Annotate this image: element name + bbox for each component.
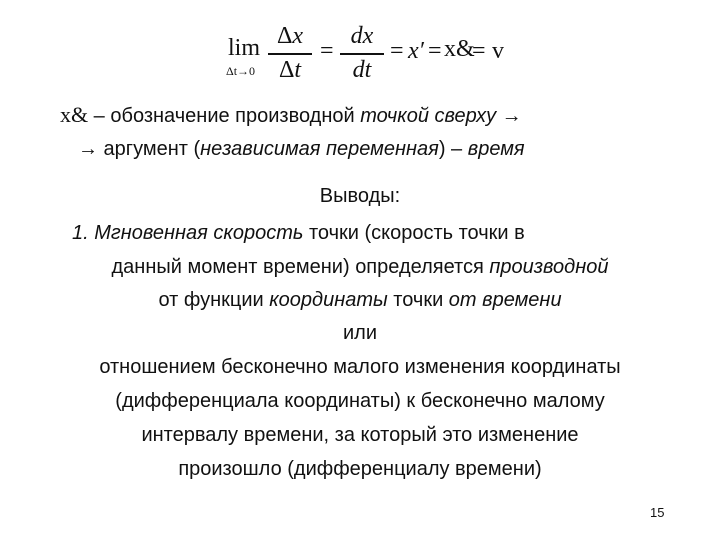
term-emphasis: Мгновенная скорость [94,222,304,244]
conclusion-line-6: (дифференциала координаты) к бесконечно малому [115,390,605,412]
body-text: данный момент времени) определяется [111,256,490,278]
page-number: 15 [650,505,665,520]
conclusion-line-3 [0,288,720,312]
fraction-numerator: dx [350,23,374,49]
x-dot-symbol: x& [444,36,475,62]
notation-line-1 [60,103,522,128]
body-text: от функции [158,289,270,311]
list-number: 1. [72,222,95,244]
notation-line-2 [78,137,525,161]
conclusions-heading: Выводы: [319,185,401,207]
notation-emphasis: независимая переменная [200,138,439,160]
lim-operator: lim [228,35,261,61]
fraction-dx-over-dt [340,22,384,84]
fraction-denominator: Δt [278,57,302,83]
equals-sign: = [428,38,442,64]
notation-emphasis: время [467,138,525,160]
body-text: точки (скорость точки в [303,222,525,244]
x-prime-symbol: x′ [408,38,424,64]
fraction-bar [268,53,312,55]
arrow-icon: → [501,105,522,127]
term-emphasis: координаты [269,289,388,311]
notation-text: → аргумент ( [78,138,201,160]
term-emphasis: производной [489,256,609,278]
fraction-numerator: Δx [276,23,304,49]
notation-emphasis: точкой сверху [360,105,497,127]
lim-subscript: Δt→0 [226,64,256,78]
term-emphasis: от времени [448,289,562,311]
conclusion-line-7: интервалу времени, за который это изменение [141,424,579,446]
conclusion-line-8: произошло (дифференциалу времени) [178,458,542,480]
notation-text: ) – [438,138,468,160]
equals-sign: = [320,38,334,64]
fraction-bar [340,53,384,55]
velocity-symbol: v [492,38,504,64]
x-dot-symbol: x& [60,102,89,127]
equals-sign: = [390,38,404,64]
conclusion-line-2 [0,255,720,279]
fraction-delta-x-over-delta-t [268,22,312,84]
notation-text: – обозначение производной [88,105,361,127]
fraction-denominator: dt [352,57,372,83]
conclusion-line-1 [72,221,525,245]
conclusion-line-4: или [342,322,377,344]
body-text: точки [387,289,449,311]
conclusion-line-5: отношением бесконечно малого изменения координаты [99,356,621,378]
equals-sign: = [472,38,486,64]
velocity-derivative-formula [228,22,528,84]
